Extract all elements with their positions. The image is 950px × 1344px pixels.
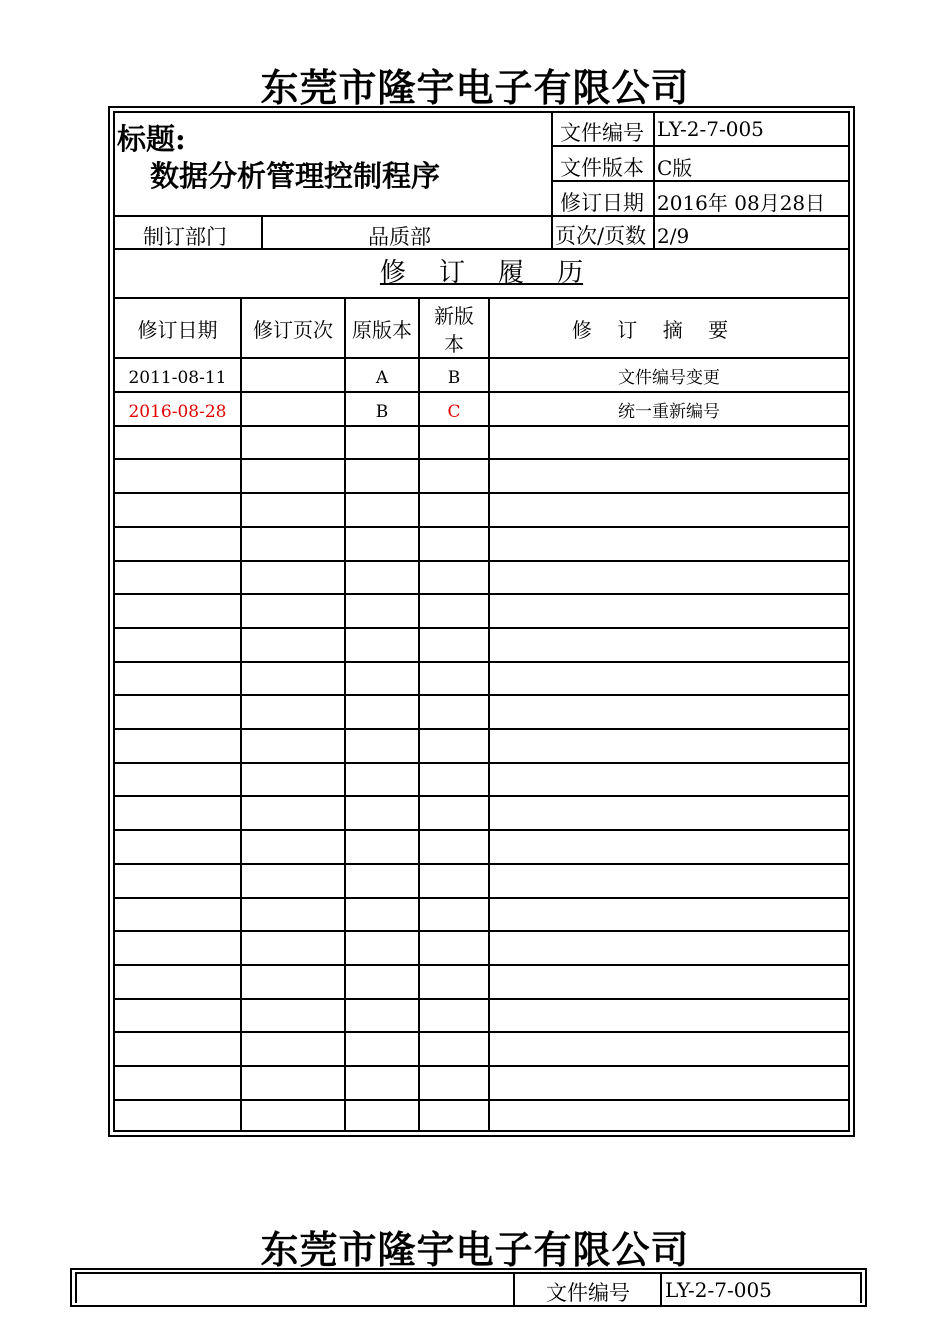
version-value: C版 <box>657 156 693 180</box>
table-row-line <box>114 1065 849 1067</box>
table-row-line <box>114 1031 849 1033</box>
table-row-line <box>114 998 849 1000</box>
revision-history-heading: 修 订 履 历 <box>379 258 584 288</box>
header-divider <box>114 215 849 217</box>
table-row-line <box>114 728 849 730</box>
table-row-line <box>114 964 849 966</box>
rev-date-value: 2016年 08月28日 <box>657 191 826 215</box>
table-row-line <box>114 694 849 696</box>
header-divider <box>552 180 849 182</box>
table-row-line <box>114 1099 849 1101</box>
table-row-line <box>114 795 849 797</box>
doc-no-value: LY-2-7-005 <box>657 117 764 141</box>
table-row-line <box>114 863 849 865</box>
table-row-line <box>114 560 849 562</box>
dept-label: 制订部门 <box>143 225 227 249</box>
table-row-line <box>114 829 849 831</box>
table-row-line <box>114 492 849 494</box>
company-name: 东莞市隆宇电子有限公司 <box>260 65 690 110</box>
col-header-summary: 修 订 摘 要 <box>571 318 729 342</box>
version-label: 文件版本 <box>560 156 644 180</box>
table-row-line <box>114 930 849 932</box>
table-row-line <box>114 897 849 899</box>
page-value: 2/9 <box>657 224 690 248</box>
table-row-line <box>114 357 849 359</box>
footer-divider <box>660 1273 662 1305</box>
table-row-line <box>114 762 849 764</box>
table-row-line <box>114 661 849 663</box>
row2-summary: 统一重新编号 <box>618 402 720 422</box>
table-row-line <box>114 526 849 528</box>
page-label: 页次/页数 <box>555 224 647 248</box>
table-row-line <box>114 458 849 460</box>
table-row-line <box>114 627 849 629</box>
row1-old-version: A <box>375 368 389 388</box>
row2-old-version: B <box>375 402 389 422</box>
header-divider <box>552 145 849 147</box>
row1-new-version: B <box>447 368 461 388</box>
doc-no-label: 文件编号 <box>560 121 644 145</box>
col-header-rev-page: 修订页次 <box>253 318 333 342</box>
document-title: 数据分析管理控制程序 <box>150 159 441 193</box>
footer-doc-no-value: LY-2-7-005 <box>665 1278 772 1302</box>
footer-doc-no-label: 文件编号 <box>546 1281 630 1305</box>
table-column-line <box>240 297 242 1131</box>
title-label: 标题: <box>117 122 186 156</box>
row2-new-version: C <box>447 402 461 422</box>
row1-summary: 文件编号变更 <box>618 368 720 388</box>
rev-date-label: 修订日期 <box>560 191 644 215</box>
row1-date: 2011-08-11 <box>128 368 227 388</box>
col-header-new-version: 新版本 <box>434 304 474 356</box>
table-top-line <box>114 297 849 299</box>
footer-company-name: 东莞市隆宇电子有限公司 <box>260 1227 690 1272</box>
col-header-rev-date: 修订日期 <box>137 318 218 342</box>
footer-divider <box>513 1273 515 1305</box>
table-row-line <box>114 593 849 595</box>
col-header-old-version: 原版本 <box>352 318 412 342</box>
dept-value: 品质部 <box>368 225 431 249</box>
row2-date: 2016-08-28 <box>128 402 227 422</box>
header-divider <box>261 216 263 249</box>
